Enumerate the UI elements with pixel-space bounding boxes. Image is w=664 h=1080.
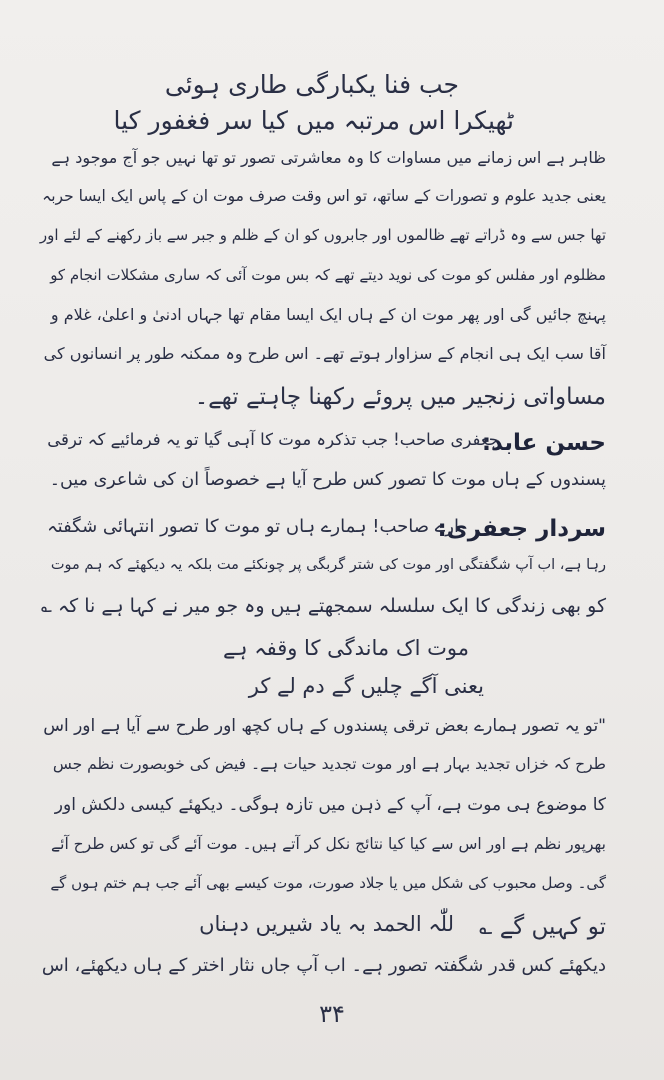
paragraph-2-line-1: "تو یہ تصور ہمارے بعض ترقی پسندوں کے ہاں کچھ اور طرح سے آیا ہے اور اس: [43, 716, 606, 736]
answer-speaker-name: سردار جعفری:: [437, 516, 606, 542]
paragraph-2-line-5: گی۔ وصل محبوب کی شکل میں یا جلاد صورت، موت کیسے بھی آئے جب ہم ختم ہوں گے: [50, 874, 606, 892]
question-speaker-name: حسن عابد:: [481, 430, 606, 456]
verse-1-line-1: موت اک ماندگی کا وقفہ ہے: [222, 636, 469, 660]
answer-line-3: کو بھی زندگی کا ایک سلسلہ سمجھتے ہیں وہ جو میر نے کہا ہے نا کہ ؎: [40, 595, 606, 617]
paragraph-1-line-4: مظلوم اور مفلس کو موت کی نوید دیتے تھے کہ بس موت آئی کہ ساری مشکلات انجام کو: [50, 266, 606, 284]
paragraph-1-line-5: پہنچ جائیں گی اور پھر موت ان کے ہاں ایک ایسا مقام تھا جہاں ادنیٰ و اعلیٰ، غلام و: [50, 305, 606, 324]
paragraph-1-line-7: مساواتی زنجیر میں پروئے رکھنا چاہتے تھے۔: [194, 384, 606, 410]
paragraph-3-line-1: دیکھئے کس قدر شگفتہ تصور ہے۔ اب آپ جاں نثار اختر کے ہاں دیکھئے، اس: [41, 955, 606, 976]
paragraph-2-line-6: تو کہیں گے ؎: [479, 914, 606, 940]
paragraph-2-line-3: کا موضوع ہی موت ہے، آپ کے ذہن میں تازہ ہوگی۔ دیکھئے کیسی دلکش اور: [54, 795, 606, 815]
answer-line-2: رہا ہے، اب آپ شگفتگی اور موت کی شتر گربگی پر چونکئے مت بلکہ یہ دیکھئے کہ ہم موت: [50, 557, 606, 573]
paragraph-1-line-2: یعنی جدید علوم و تصورات کے ساتھ، تو اس وقت صرف موت ان کے پاس ایک ایسا حربہ: [42, 187, 606, 205]
paragraph-1-line-1: ظاہر ہے اس زمانے میں مساوات کا وہ معاشرتی تصور تو تھا نہیں جو آج موجود ہے: [51, 148, 606, 167]
paragraph-2-line-4: بھرپور نظم ہے اور اس سے کیا کیا نتائج نکل کر آتے ہیں۔ موت آئے گی تو کس طرح آئے: [51, 835, 606, 853]
question-line-1: جعفری صاحب! جب تذکرہ موت کا آہی گیا تو یہ فرمائیے کہ ترقی: [47, 430, 499, 449]
paragraph-1-line-3: تھا جس سے وہ ڈراتے تھے ظالموں اور جابروں کو ان کے ظلم و جبر سے باز رکھنے کے لئے اور: [39, 226, 606, 244]
page-number: ۳۴: [319, 1000, 345, 1028]
heading-verse-line-1: جب فنا یکبارگی طاری ہوئی: [164, 70, 459, 99]
answer-line-1: ارے صاحب! ہمارے ہاں تو موت کا تصور انتہائی شگفتہ: [47, 516, 459, 537]
verse-2-line: للّٰہ الحمد بہ یاد شیریں دہناں: [199, 912, 454, 936]
verse-1-line-2: یعنی آگے چلیں گے دم لے کر: [248, 674, 484, 698]
question-line-2: پسندوں کے ہاں موت کا تصور کس طرح آیا ہے خصوصاً ان کی شاعری میں۔: [49, 470, 606, 490]
paragraph-2-line-2: طرح کہ خزاں تجدید بہار ہے اور موت تجدید حیات ہے۔ فیض کی خوبصورت نظم جس: [52, 755, 606, 773]
paragraph-1-line-6: آقا سب ایک ہی انجام کے سزاوار ہوتے تھے۔ اس طرح وہ ممکنہ طور پر انسانوں کی: [43, 344, 606, 363]
heading-verse-line-2: ٹھیکرا اس مرتبہ میں کیا سر فغفور کیا: [113, 106, 514, 135]
